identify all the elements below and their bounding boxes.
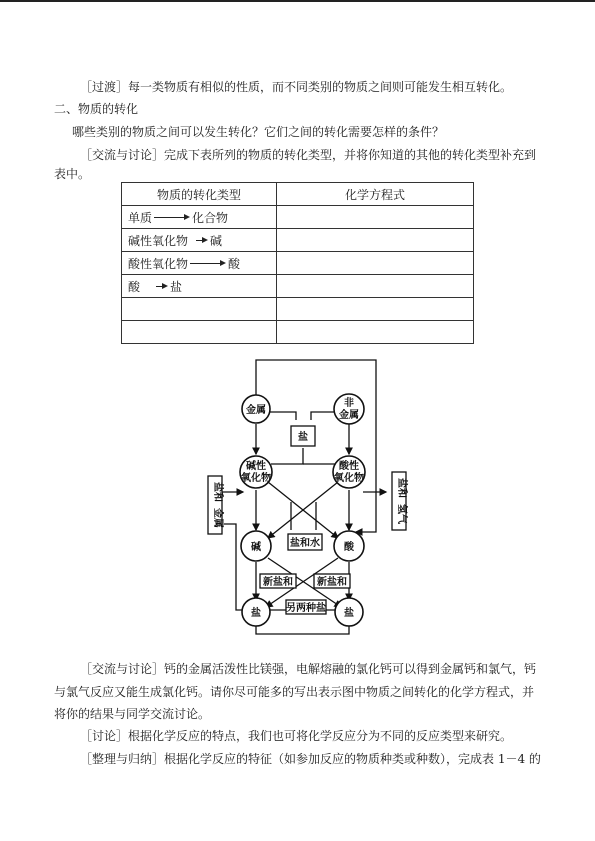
table-row (122, 321, 474, 344)
right-side-label-2: 氢气 (396, 504, 407, 524)
salt-right-label: 盐 (344, 608, 354, 619)
acid-label: 酸 (344, 542, 354, 553)
table-header-type: 物质的转化类型 (122, 183, 277, 206)
left-side-label-1: 盐和 (212, 482, 223, 502)
left-side-label-2: 金属 (212, 508, 223, 528)
new-salt-right-label: 新盐和 (317, 577, 347, 588)
section-heading: 二、物质的转化 (54, 102, 139, 116)
base-label: 碱 (251, 542, 261, 553)
salt-water-label: 盐和水 (290, 538, 320, 549)
nonmetal-label-bottom: 金属 (339, 410, 359, 421)
equation-cell[interactable] (277, 206, 474, 229)
metal-label: 金属 (246, 405, 266, 416)
conversion-table (121, 182, 474, 344)
transition-paragraph: ［过渡］每一类物质有相似的性质，而不同类别的物质之间则可能发生相互转化。 (80, 80, 513, 94)
conversion-type-cell: 酸 盐 (122, 275, 277, 298)
conversion-type-cell[interactable] (122, 321, 277, 344)
basic-oxide-label-top: 碱性 (246, 461, 266, 472)
discussion-paragraph-line-2: 表中。 (54, 167, 91, 181)
right-side-label-1: 盐和 (396, 478, 407, 498)
equation-cell[interactable] (277, 229, 474, 252)
conversion-type-cell: 单质 化合物 (122, 206, 277, 229)
new-salt-left-label: 新盐和 (263, 577, 293, 588)
arrow-right-icon (154, 213, 190, 223)
table-row (122, 206, 474, 229)
equation-cell[interactable] (277, 298, 474, 321)
conversion-diagram (196, 352, 410, 640)
equation-cell[interactable] (277, 252, 474, 275)
question-paragraph: 哪些类别的物质之间可以发生转化？它们之间的转化需要怎样的条件？ (72, 125, 445, 139)
header-rule (0, 0, 595, 2)
discussion2-line-3: 将你的结果与同学交流讨论。 (54, 707, 211, 721)
salt-box-label: 盐 (298, 432, 308, 443)
arrow-right-icon (150, 282, 168, 292)
salt-left-label: 盐 (251, 608, 261, 619)
table-row (122, 275, 474, 298)
table-header-equation: 化学方程式 (277, 183, 474, 206)
basic-oxide-label-bottom: 氧化物 (241, 473, 271, 484)
summary-paragraph: ［整理与归纳］根据化学反应的特征（如参加反应的物质种类或种数），完成表 1－4 的 (80, 752, 541, 766)
discussion2-line-2: 与氯气反应又能生成氯化钙。请你尽可能多的写出表示图中物质之间转化的化学方程式，并 (54, 685, 535, 699)
conversion-type-cell[interactable] (122, 298, 277, 321)
acidic-oxide-label-top: 酸性 (339, 461, 359, 472)
conversion-type-cell: 碱性氧化物 碱 (122, 229, 277, 252)
nonmetal-label-top: 非 (344, 398, 354, 409)
equation-cell[interactable] (277, 321, 474, 344)
two-new-salts-label: 另两种盐 (286, 603, 326, 614)
discussion2-line-1: ［交流与讨论］钙的金属活泼性比镁强，电解熔融的氯化钙可以得到金属钙和氯气，钙 (80, 662, 537, 676)
arrow-right-icon (190, 236, 208, 246)
table-header-row (122, 183, 474, 206)
equation-cell[interactable] (277, 275, 474, 298)
discussion-paragraph-line-1: ［交流与讨论］完成下表所列的物质的转化类型，并将你知道的其他的转化类型补充到 (80, 148, 537, 162)
acidic-oxide-label-bottom: 氧化物 (334, 473, 364, 484)
table-row (122, 229, 474, 252)
conversion-type-cell: 酸性氧化物 酸 (122, 252, 277, 275)
table-row (122, 298, 474, 321)
reaction-types-paragraph: ［讨论］根据化学反应的特点，我们也可将化学反应分为不同的反应类型来研究。 (80, 729, 513, 743)
arrow-right-icon (190, 259, 226, 269)
table-row (122, 252, 474, 275)
